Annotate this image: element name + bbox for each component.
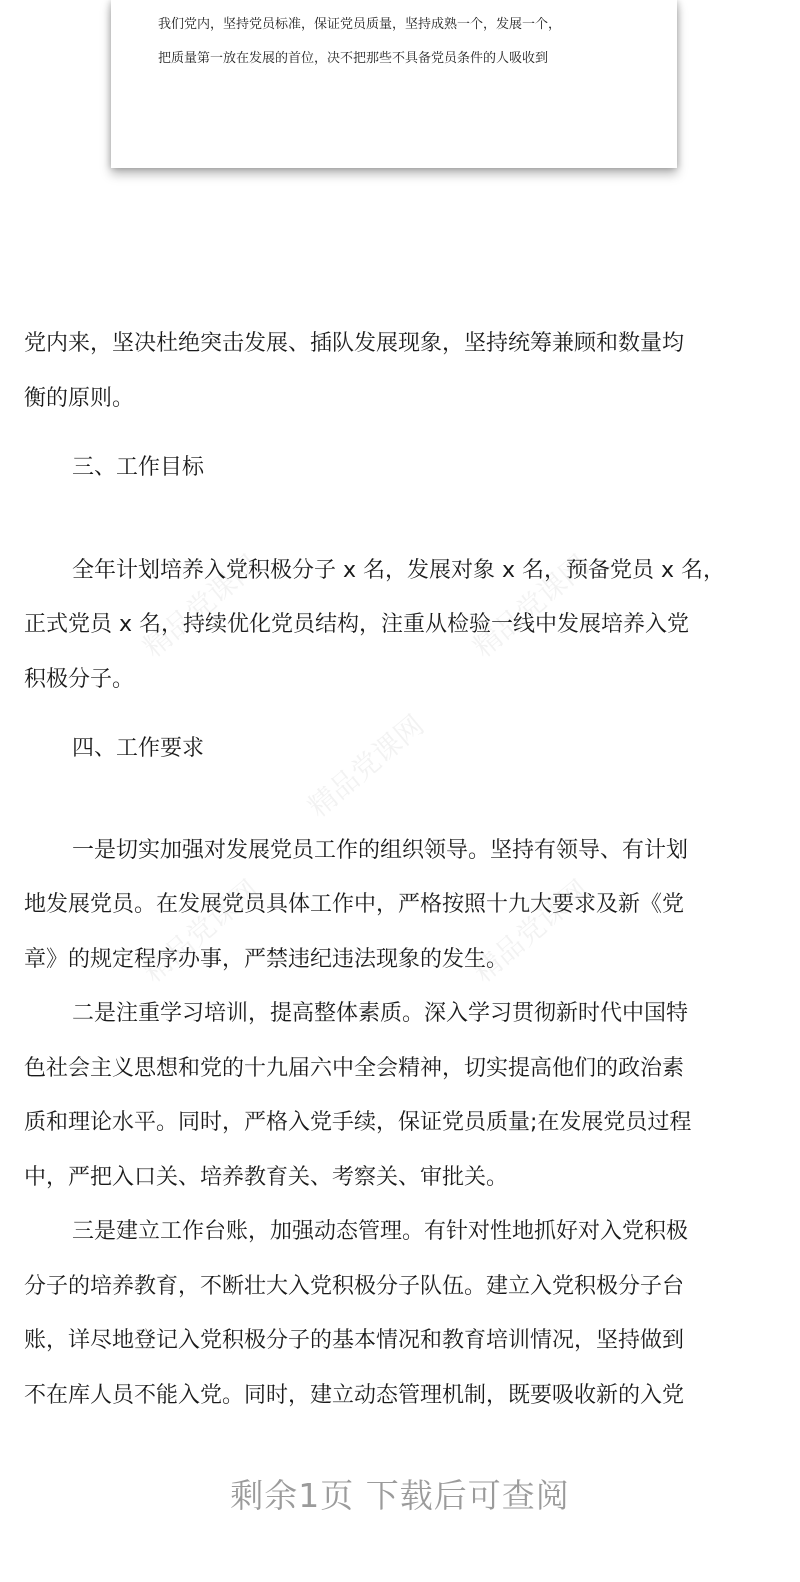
body-line: 章》的规定程序办事，严禁违纪违法现象的发生。 (24, 947, 509, 972)
body-line: 二是注重学习培训，提高整体素质。深入学习贯彻新时代中国特 (72, 1001, 689, 1026)
body-line: 衡的原则。 (24, 386, 135, 411)
body-line: 色社会主义思想和党的十九届六中全会精神，切实提高他们的政治素 (24, 1056, 685, 1081)
preview-line-2: 把质量第一放在发展的首位，决不把那些不具备党员条件的人吸收到 (158, 51, 549, 66)
section-heading: 三、工作目标 (72, 455, 205, 480)
body-line: 地发展党员。在发展党员具体工作中，严格按照十九大要求及新《党 (24, 892, 685, 917)
body-line: 一是切实加强对发展党员工作的组织领导。坚持有领导、有计划 (72, 838, 689, 863)
body-line: 积极分子。 (24, 667, 135, 692)
body-line: 不在库人员不能入党。同时，建立动态管理机制，既要吸收新的入党 (24, 1383, 685, 1408)
watermark-text: 精品党课网 (136, 548, 266, 664)
body-line: 党内来，坚决杜绝突击发展、插队发展现象，坚持统筹兼顾和数量均 (24, 331, 685, 356)
body-line: 全年计划培养入党积极分子 x 名，发展对象 x 名，预备党员 x 名， (72, 558, 726, 583)
watermark-text: 精品党课网 (301, 708, 431, 824)
body-line: 分子的培养教育，不断壮大入党积极分子队伍。建立入党积极分子台 (24, 1274, 685, 1299)
watermark-text: 精品党课网 (136, 873, 266, 989)
body-line: 质和理论水平。同时，严格入党手续，保证党员质量;在发展党员过程 (24, 1110, 692, 1135)
section-heading: 四、工作要求 (72, 736, 205, 761)
remaining-pages-download-prompt[interactable]: 剩余1页 下载后可查阅 (230, 1476, 570, 1515)
body-line: 三是建立工作台账，加强动态管理。有针对性地抓好对入党积极 (72, 1219, 689, 1244)
document-preview-card (111, 0, 677, 168)
preview-line-1: 我们党内，坚持党员标准，保证党员质量，坚持成熟一个，发展一个， (158, 17, 562, 32)
body-line: 账，详尽地登记入党积极分子的基本情况和教育培训情况，坚持做到 (24, 1328, 685, 1353)
watermark-text: 精品党课网 (466, 873, 596, 989)
body-line: 正式党员 x 名，持续优化党员结构，注重从检验一线中发展培养入党 (24, 612, 690, 637)
watermark-text: 精品党课网 (466, 548, 596, 664)
body-line: 中，严把入口关、培养教育关、考察关、审批关。 (24, 1165, 509, 1190)
